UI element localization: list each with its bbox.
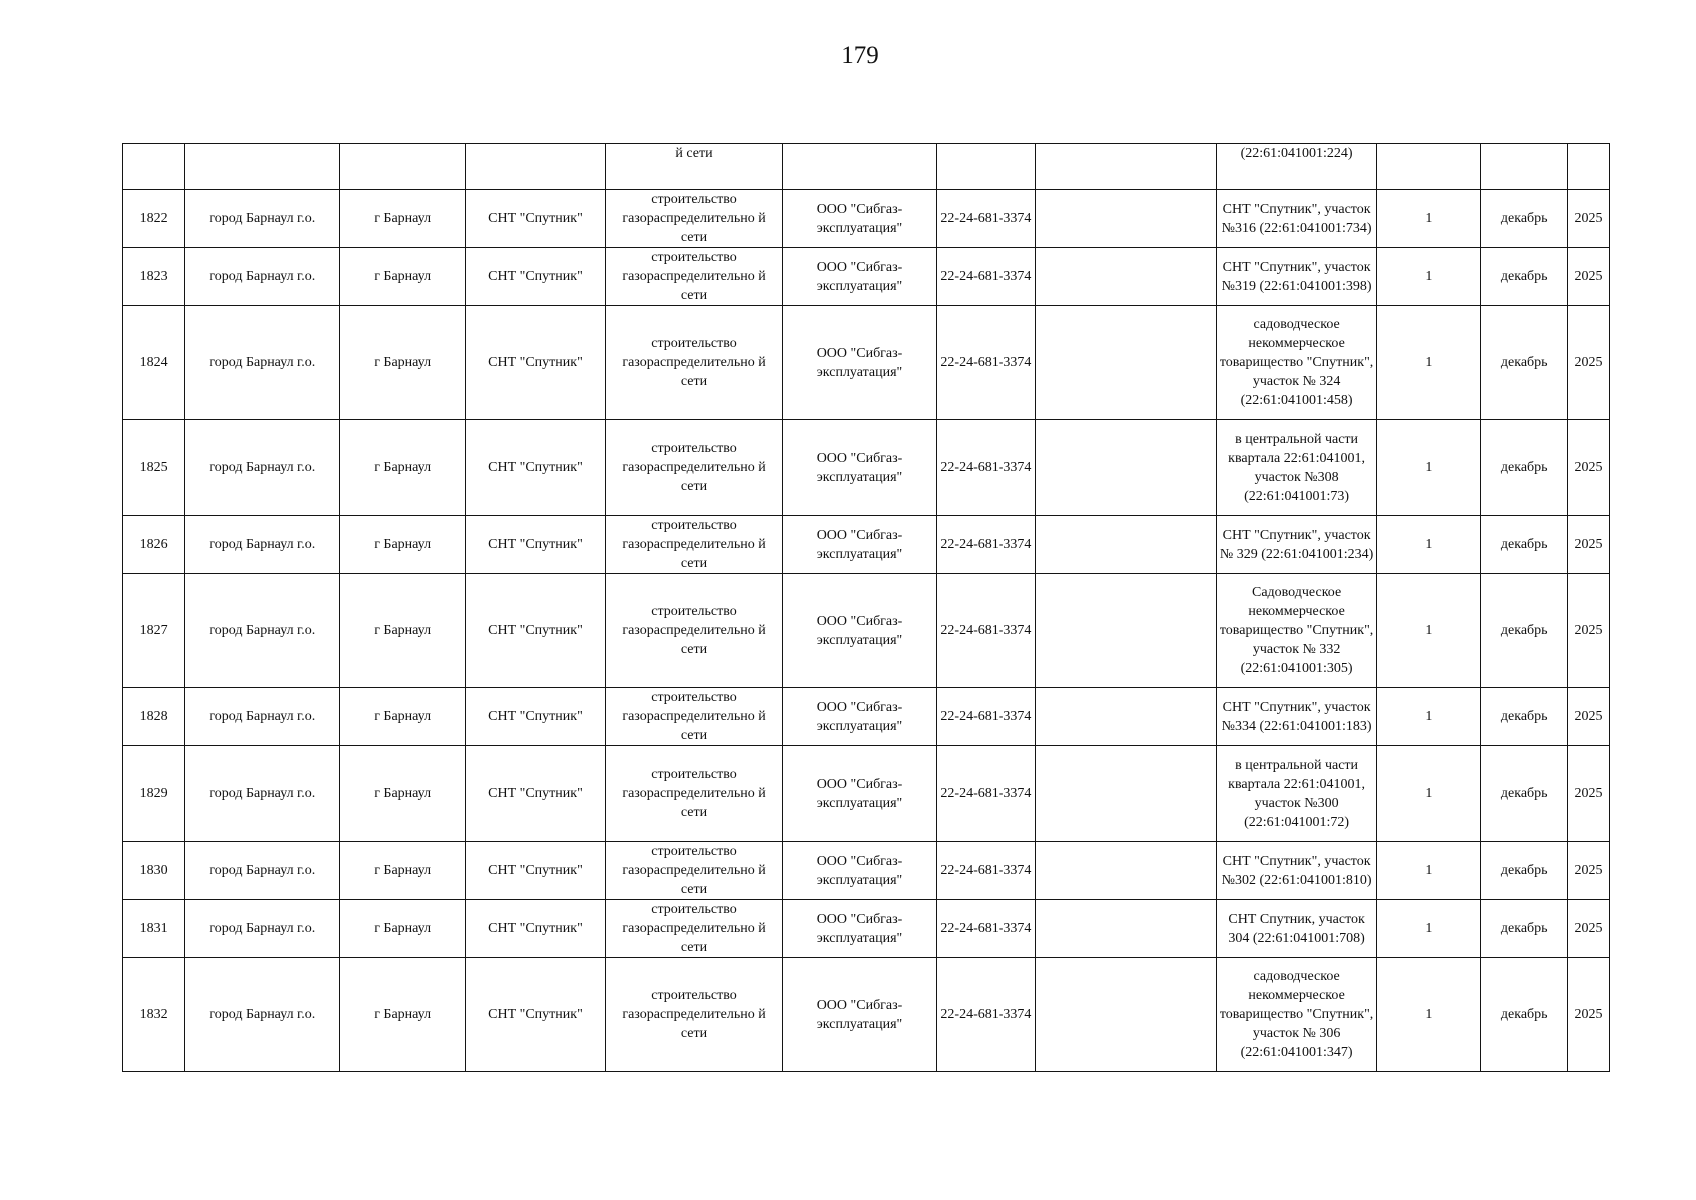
cell-year: 2025 (1568, 248, 1610, 306)
cell-municipality: город Барнаул г.о. (185, 190, 340, 248)
cell-empty (123, 144, 185, 190)
cell-year: 2025 (1568, 842, 1610, 900)
cell-empty (1035, 144, 1216, 190)
cell-organization: ООО "Сибгаз-эксплуатация" (782, 746, 936, 842)
cell-organization: ООО "Сибгаз-эксплуатация" (782, 306, 936, 420)
cell-address: садоводческое некоммерческое товарищество "Спутник", участок № 324 (22:61:041001:458) (1216, 306, 1377, 420)
cell-year: 2025 (1568, 958, 1610, 1072)
cell-code: 22-24-681-3374 (937, 900, 1036, 958)
cell-code: 22-24-681-3374 (937, 248, 1036, 306)
cell-address: СНТ "Спутник", участок № 329 (22:61:041001:234) (1216, 516, 1377, 574)
cell-empty (1035, 688, 1216, 746)
cell-address: СНТ "Спутник", участок №319 (22:61:041001:398) (1216, 248, 1377, 306)
cell-quantity: 1 (1377, 306, 1481, 420)
cell-row-number: 1826 (123, 516, 185, 574)
cell-month: декабрь (1481, 420, 1568, 516)
cell-row-number: 1829 (123, 746, 185, 842)
cell-municipality: город Барнаул г.о. (185, 420, 340, 516)
table-row (123, 516, 1610, 574)
cell-locality: г Барнаул (340, 900, 465, 958)
register-table (122, 143, 1610, 1072)
cell-address: Садоводческое некоммерческое товарищество "Спутник", участок № 332 (22:61:041001:305) (1216, 574, 1377, 688)
cell-year: 2025 (1568, 190, 1610, 248)
cell-code: 22-24-681-3374 (937, 420, 1036, 516)
cell-year: 2025 (1568, 420, 1610, 516)
cell-object: СНТ "Спутник" (465, 306, 605, 420)
cell-year: 2025 (1568, 516, 1610, 574)
cell-row-number: 1824 (123, 306, 185, 420)
cell-month: декабрь (1481, 688, 1568, 746)
cell-row-number: 1823 (123, 248, 185, 306)
cell-quantity: 1 (1377, 420, 1481, 516)
table-row (123, 958, 1610, 1072)
cell-quantity: 1 (1377, 746, 1481, 842)
cell-address: СНТ "Спутник", участок №316 (22:61:041001:734) (1216, 190, 1377, 248)
cell-organization: ООО "Сибгаз-эксплуатация" (782, 958, 936, 1072)
table-row (123, 420, 1610, 516)
cell-code: 22-24-681-3374 (937, 746, 1036, 842)
cell-empty (782, 144, 936, 190)
cell-municipality: город Барнаул г.о. (185, 516, 340, 574)
cell-purpose: строительство газораспределительно й сети (606, 248, 783, 306)
cell-month: декабрь (1481, 248, 1568, 306)
cell-quantity: 1 (1377, 516, 1481, 574)
table-row (123, 842, 1610, 900)
cell-empty (1035, 420, 1216, 516)
cell-quantity: 1 (1377, 900, 1481, 958)
cell-empty (1035, 958, 1216, 1072)
cell-purpose: строительство газораспределительно й сети (606, 420, 783, 516)
cell-code: 22-24-681-3374 (937, 306, 1036, 420)
cell-code: 22-24-681-3374 (937, 842, 1036, 900)
cell-empty (937, 144, 1036, 190)
cell-empty (1377, 144, 1481, 190)
cell-locality: г Барнаул (340, 516, 465, 574)
cell-row-number: 1828 (123, 688, 185, 746)
cell-row-number: 1832 (123, 958, 185, 1072)
cell-object: СНТ "Спутник" (465, 248, 605, 306)
cell-locality: г Барнаул (340, 306, 465, 420)
cell-year: 2025 (1568, 688, 1610, 746)
cell-month: декабрь (1481, 900, 1568, 958)
cell-object: СНТ "Спутник" (465, 574, 605, 688)
cell-purpose: строительство газораспределительно й сети (606, 516, 783, 574)
cell-object: СНТ "Спутник" (465, 420, 605, 516)
cell-organization: ООО "Сибгаз-эксплуатация" (782, 190, 936, 248)
cell-code: 22-24-681-3374 (937, 688, 1036, 746)
cell-municipality: город Барнаул г.о. (185, 958, 340, 1072)
cell-object: СНТ "Спутник" (465, 842, 605, 900)
cell-locality: г Барнаул (340, 574, 465, 688)
cell-address: в центральной части квартала 22:61:041001, участок №300 (22:61:041001:72) (1216, 746, 1377, 842)
cell-code: 22-24-681-3374 (937, 516, 1036, 574)
cell-locality: г Барнаул (340, 958, 465, 1072)
table-body (123, 144, 1610, 1072)
cell-code: 22-24-681-3374 (937, 190, 1036, 248)
cell-address: СНТ "Спутник", участок №334 (22:61:041001:183) (1216, 688, 1377, 746)
cell-purpose: строительство газораспределительно й сети (606, 958, 783, 1072)
table-row (123, 688, 1610, 746)
cell-purpose: строительство газораспределительно й сети (606, 688, 783, 746)
cell-quantity: 1 (1377, 842, 1481, 900)
cell-municipality: город Барнаул г.о. (185, 900, 340, 958)
cell-municipality: город Барнаул г.о. (185, 746, 340, 842)
cell-object: СНТ "Спутник" (465, 688, 605, 746)
cell-row-number: 1825 (123, 420, 185, 516)
cell-month: декабрь (1481, 842, 1568, 900)
cell-locality: г Барнаул (340, 688, 465, 746)
cell-quantity: 1 (1377, 248, 1481, 306)
cell-year: 2025 (1568, 306, 1610, 420)
cell-municipality: город Барнаул г.о. (185, 248, 340, 306)
cell-purpose: строительство газораспределительно й сети (606, 746, 783, 842)
cell-object: СНТ "Спутник" (465, 190, 605, 248)
cell-organization: ООО "Сибгаз-эксплуатация" (782, 842, 936, 900)
cell-code: 22-24-681-3374 (937, 958, 1036, 1072)
cell-address: (22:61:041001:224) (1216, 144, 1377, 190)
cell-empty (1035, 900, 1216, 958)
table-row (123, 306, 1610, 420)
cell-object: СНТ "Спутник" (465, 516, 605, 574)
cell-organization: ООО "Сибгаз-эксплуатация" (782, 420, 936, 516)
cell-address: в центральной части квартала 22:61:041001, участок №308 (22:61:041001:73) (1216, 420, 1377, 516)
cell-empty (340, 144, 465, 190)
page-number: 179 (841, 42, 879, 69)
cell-year: 2025 (1568, 746, 1610, 842)
cell-locality: г Барнаул (340, 746, 465, 842)
cell-month: декабрь (1481, 958, 1568, 1072)
cell-month: декабрь (1481, 516, 1568, 574)
cell-quantity: 1 (1377, 574, 1481, 688)
table-row-continued (123, 144, 1610, 190)
cell-purpose: строительство газораспределительно й сети (606, 306, 783, 420)
cell-row-number: 1827 (123, 574, 185, 688)
cell-municipality: город Барнаул г.о. (185, 574, 340, 688)
cell-empty (1035, 842, 1216, 900)
cell-purpose: строительство газораспределительно й сети (606, 574, 783, 688)
cell-organization: ООО "Сибгаз-эксплуатация" (782, 248, 936, 306)
cell-purpose: строительство газораспределительно й сети (606, 842, 783, 900)
cell-address: садоводческое некоммерческое товарищество "Спутник", участок № 306 (22:61:041001:347) (1216, 958, 1377, 1072)
cell-municipality: город Барнаул г.о. (185, 688, 340, 746)
cell-address: СНТ Спутник, участок 304 (22:61:041001:708) (1216, 900, 1377, 958)
cell-purpose: строительство газораспределительно й сети (606, 900, 783, 958)
cell-quantity: 1 (1377, 688, 1481, 746)
cell-year: 2025 (1568, 574, 1610, 688)
cell-organization: ООО "Сибгаз-эксплуатация" (782, 516, 936, 574)
cell-organization: ООО "Сибгаз-эксплуатация" (782, 900, 936, 958)
cell-locality: г Барнаул (340, 842, 465, 900)
cell-row-number: 1831 (123, 900, 185, 958)
cell-empty (1035, 190, 1216, 248)
table-row (123, 900, 1610, 958)
cell-empty (1035, 516, 1216, 574)
cell-month: декабрь (1481, 190, 1568, 248)
table-row (123, 190, 1610, 248)
cell-municipality: город Барнаул г.о. (185, 306, 340, 420)
cell-purpose: й сети (606, 144, 783, 190)
cell-empty (1568, 144, 1610, 190)
cell-quantity: 1 (1377, 190, 1481, 248)
cell-quantity: 1 (1377, 958, 1481, 1072)
cell-object: СНТ "Спутник" (465, 900, 605, 958)
cell-month: декабрь (1481, 306, 1568, 420)
cell-row-number: 1822 (123, 190, 185, 248)
cell-locality: г Барнаул (340, 248, 465, 306)
cell-address: СНТ "Спутник", участок №302 (22:61:041001:810) (1216, 842, 1377, 900)
cell-purpose: строительство газораспределительно й сети (606, 190, 783, 248)
cell-locality: г Барнаул (340, 190, 465, 248)
cell-month: декабрь (1481, 746, 1568, 842)
cell-code: 22-24-681-3374 (937, 574, 1036, 688)
cell-empty (1035, 746, 1216, 842)
cell-municipality: город Барнаул г.о. (185, 842, 340, 900)
cell-row-number: 1830 (123, 842, 185, 900)
table-row (123, 574, 1610, 688)
cell-empty (1035, 574, 1216, 688)
cell-empty (1035, 306, 1216, 420)
cell-object: СНТ "Спутник" (465, 958, 605, 1072)
cell-locality: г Барнаул (340, 420, 465, 516)
cell-empty (1481, 144, 1568, 190)
cell-organization: ООО "Сибгаз-эксплуатация" (782, 574, 936, 688)
cell-year: 2025 (1568, 900, 1610, 958)
cell-month: декабрь (1481, 574, 1568, 688)
cell-empty (185, 144, 340, 190)
cell-organization: ООО "Сибгаз-эксплуатация" (782, 688, 936, 746)
table-row (123, 746, 1610, 842)
table-row (123, 248, 1610, 306)
cell-empty (465, 144, 605, 190)
cell-object: СНТ "Спутник" (465, 746, 605, 842)
cell-empty (1035, 248, 1216, 306)
